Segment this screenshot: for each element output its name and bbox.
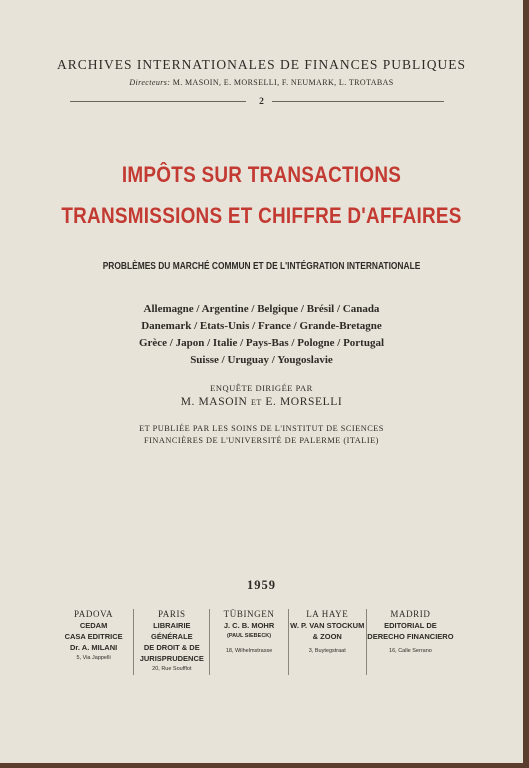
publisher-tubingen [209, 609, 287, 675]
title-line-2: TRANSMISSIONS ET CHIFFRE D'AFFAIRES [61, 203, 462, 228]
publisher-line: CASA EDITRICE [64, 632, 123, 641]
author-conjunction: ET [250, 398, 262, 407]
countries-list [0, 301, 523, 369]
publisher-la-haye [288, 609, 366, 675]
publication-note [0, 423, 523, 447]
author-1: M. MASOIN [180, 396, 248, 408]
author-2: E. MORSELLI [265, 396, 343, 408]
subtitle: PROBLÈMES DU MARCHÉ COMMUN ET DE L'INTÉGRATION INTERNATIONALE [102, 260, 421, 272]
publisher-line: CEDAM [79, 621, 108, 630]
publisher-address: 20, Rue Soufflot [152, 666, 192, 672]
publisher-line: (PAUL SIEBECK) [226, 633, 272, 639]
publication-line: ET PUBLIÉE PAR LES SOINS DE L'INSTITUT DE SCIENCES [139, 424, 384, 433]
publisher-city: LA HAYE [306, 609, 349, 619]
volume-number: 2 [259, 97, 264, 107]
title-line-1: IMPÔTS SUR TRANSACTIONS [121, 162, 402, 187]
publisher-madrid [366, 609, 454, 675]
publisher-line: DE DROIT & DE [143, 643, 200, 652]
publisher-city: TÜBINGEN [223, 609, 275, 619]
publication-year: 1959 [247, 578, 276, 592]
publication-line: FINANCIÈRES DE L'UNIVERSITÉ DE PALERME (ITALIE) [144, 436, 379, 445]
publisher-address: 3, Buytegstraat [308, 648, 346, 654]
publisher-line: DERECHO FINANCIERO [367, 632, 454, 641]
publisher-paris [133, 609, 209, 675]
publisher-line: Dr. A. MILANI [69, 643, 118, 652]
publisher-line: W. P. VAN STOCKUM [290, 621, 365, 630]
enquete-label: ENQUÊTE DIRIGÉE PAR [210, 383, 313, 393]
publisher-padova [54, 609, 133, 675]
countries-line: Grèce / Japon / Italie / Pays-Bas / Pologne / Portugal [138, 337, 385, 349]
publishers-row [54, 609, 454, 675]
publisher-line: & ZOON [312, 632, 342, 641]
publisher-address: 16, Calle Serrano [389, 648, 432, 654]
directors-names: M. MASOIN, E. MORSELLI, F. NEUMARK, L. TROTABAS [172, 78, 394, 87]
publisher-city: PADOVA [74, 609, 114, 619]
publisher-address: 5, Via Jappelli [76, 655, 111, 661]
directors-line [0, 78, 523, 87]
publisher-city: PARIS [157, 609, 186, 619]
publisher-line: JURISPRUDENCE [139, 654, 204, 663]
series-title: ARCHIVES INTERNATIONALES DE FINANCES PUBLIQUES [56, 57, 466, 72]
publisher-address: 18, Wilhelmstrasse [225, 648, 273, 654]
publisher-city: MADRID [390, 609, 431, 619]
authors-line [0, 396, 523, 408]
countries-line: Suisse / Uruguay / Yougoslavie [190, 354, 333, 366]
publisher-line: EDITORIAL DE [384, 621, 437, 630]
countries-line: Allemagne / Argentine / Belgique / Brésil / Canada [143, 303, 380, 315]
countries-line: Danemark / Etats-Unis / France / Grande-Bretagne [141, 320, 382, 332]
publisher-line: J. C. B. MOHR [223, 621, 275, 630]
publisher-line: LIBRAIRIE GÉNÉRALE [150, 621, 193, 641]
divider-right [272, 101, 444, 102]
directors-label: Directeurs: [129, 78, 171, 87]
